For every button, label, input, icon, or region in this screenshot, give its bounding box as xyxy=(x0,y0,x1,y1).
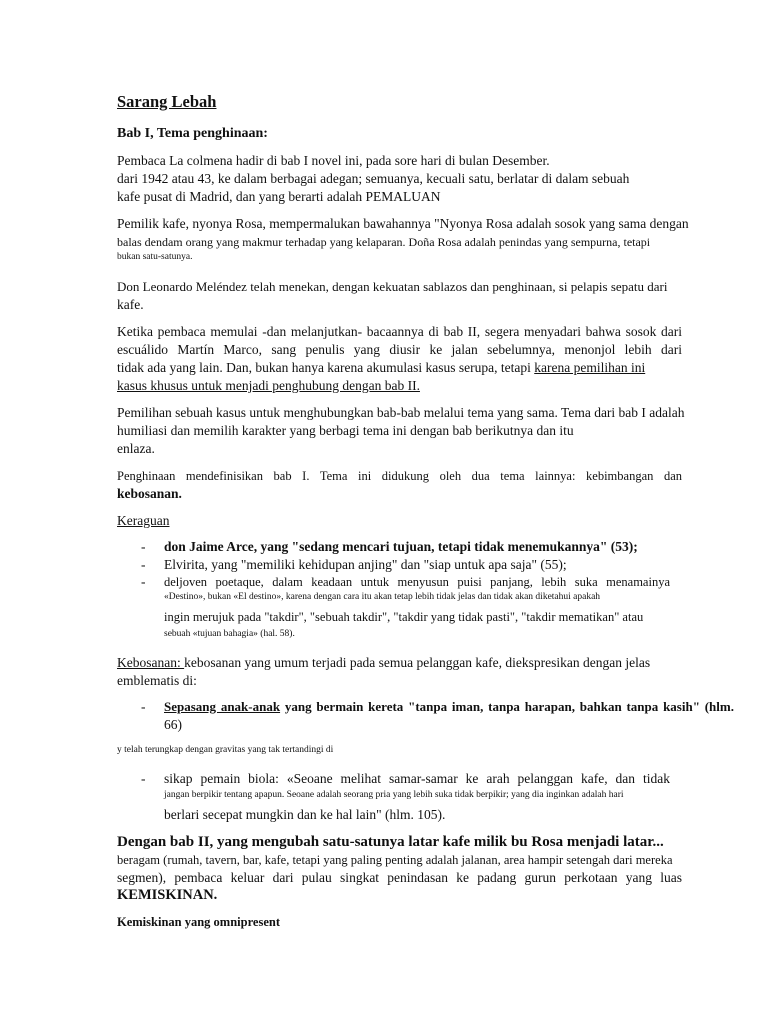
paragraph-1-line-3: kafe pusat di Madrid, dan yang berarti adalah PEMALUAN xyxy=(117,189,441,204)
bullet-dash: - xyxy=(141,539,146,554)
paragraph-6-line-1: Penghinaan mendefinisikan bab I. Tema ini didukung oleh dua tema lainnya: kebimbangan dan xyxy=(117,469,682,483)
kebosanan-line-2: emblematis di: xyxy=(117,673,197,688)
paragraph-4-line-3-text: tidak ada yang lain. Dan, bukan hanya karena akumulasi kasus serupa, tetapi xyxy=(117,360,535,375)
kebosanan-item-2-line-1: sikap pemain biola: «Seoane melihat samar-samar ke arah pelanggan kafe, dan tidak xyxy=(164,771,670,786)
small-note: y telah terungkap dengan gravitas yang tak tertandingi di xyxy=(117,745,334,755)
underlined-phrase: karena pemilihan ini xyxy=(534,360,646,375)
keraguan-item-3-line-1: deljoven poetaque, dalam keadaan untuk menyusun puisi panjang, lebih suka menamainya xyxy=(164,575,670,589)
kebosanan-line-1 xyxy=(117,655,650,671)
chapter-1-heading: Bab I, Tema penghinaan: xyxy=(117,126,268,141)
kebosanan-item-1 xyxy=(164,699,734,715)
paragraph-5-line-3: enlaza. xyxy=(117,441,155,456)
kebosanan-item-1-text: yang bermain kereta "tanpa iman, tanpa harapan, bahkan tanpa kasih" (hlm. xyxy=(280,699,734,714)
paragraph-4-line-3 xyxy=(117,360,645,376)
paragraph-5-line-2: humiliasi dan memilih karakter yang berbagi tema ini dengan bab berikutnya dan itu xyxy=(117,423,574,438)
paragraph-7-line-2: beragam (rumah, tavern, bar, kafe, tetapi yang paling penting adalah jalanan, area hampir setengah dari mereka xyxy=(117,853,673,867)
paragraph-1-line-2: dari 1942 atau 43, ke dalam berbagai adegan; semuanya, kecuali satu, berlatar di dalam sebuah xyxy=(117,171,630,186)
paragraph-2-line-3: bukan satu-satunya. xyxy=(117,252,193,262)
bullet-dash: - xyxy=(141,699,146,714)
paragraph-7-line-3: segmen), pembaca keluar dari pulau singkat penindasan ke padang gurun perkotaan yang luas xyxy=(117,870,682,885)
paragraph-2-line-1: Pemilik kafe, nyonya Rosa, mempermalukan bawahannya "Nyonya Rosa adalah sosok yang sama dengan xyxy=(117,216,689,231)
paragraph-7-line-4: KEMISKINAN. xyxy=(117,887,218,903)
keraguan-item-2: Elvirita, yang "memiliki kehidupan anjing" dan "siap untuk apa saja" (55); xyxy=(164,557,567,572)
keraguan-item-3-line-3: ingin merujuk pada "takdir", "sebuah takdir", "takdir yang tidak pasti", "takdir mematikan" atau xyxy=(164,610,644,624)
bullet-dash: - xyxy=(141,574,146,589)
paragraph-1-line-1: Pembaca La colmena hadir di bab I novel ini, pada sore hari di bulan Desember. xyxy=(117,153,550,168)
kebosanan-text: kebosanan yang umum terjadi pada semua pelanggan kafe, diekspresikan dengan jelas xyxy=(184,655,651,670)
final-heading: Kemiskinan yang omnipresent xyxy=(117,915,280,929)
paragraph-7-line-1: Dengan bab II, yang mengubah satu-satunya latar kafe milik bu Rosa menjadi latar... xyxy=(117,834,664,850)
bullet-dash: - xyxy=(141,557,146,572)
paragraph-5-line-1: Pemilihan sebuah kasus untuk menghubungkan bab-bab melalui tema yang sama. Tema dari bab I adalah xyxy=(117,405,685,420)
keraguan-heading: Keraguan xyxy=(117,513,170,528)
paragraph-4-line-1: Ketika pembaca memulai -dan melanjutkan- bacaannya di bab II, segera menyadari bahwa sosok dari xyxy=(117,324,682,339)
kebosanan-label: Kebosanan: xyxy=(117,655,185,670)
kebosanan-item-2-line-3: berlari secepat mungkin dan ke hal lain" (hlm. 105). xyxy=(164,807,446,822)
document-title: Sarang Lebah xyxy=(117,92,217,111)
keraguan-item-3-line-2: «Destino», bukan «El destino», karena dengan cara itu akan tetap lebih tidak jelas dan tidak akan diketahui apakah xyxy=(164,592,601,602)
paragraph-2-line-2: balas dendam orang yang makmur terhadap yang kelaparan. Doña Rosa adalah penindas yang sempurna, tetapi xyxy=(117,235,651,249)
kebosanan-item-2-line-2: jangan berpikir tentang apapun. Seoane adalah seorang pria yang lebih suka tidak berpikir; yang dia inginkan adalah hari xyxy=(164,790,624,800)
underlined-phrase: Sepasang anak-anak xyxy=(164,699,281,714)
paragraph-4-line-4: kasus khusus untuk menjadi penghubung dengan bab II. xyxy=(117,378,420,393)
paragraph-6-line-2: kebosanan. xyxy=(117,486,182,501)
keraguan-item-1: don Jaime Arce, yang "sedang mencari tujuan, tetapi tidak menemukannya" (53); xyxy=(164,539,638,554)
paragraph-3-line-1: Don Leonardo Meléndez telah menekan, dengan kekuatan sablazos dan penghinaan, si pelapis sepatu dari xyxy=(117,279,668,294)
kebosanan-item-1-page: 66) xyxy=(164,717,182,732)
keraguan-item-3-line-4: sebuah «tujuan bahagia» (hal. 58). xyxy=(164,629,295,639)
bullet-dash: - xyxy=(141,771,146,786)
paragraph-3-line-2: kafe. xyxy=(117,297,144,312)
paragraph-4-line-2: escuálido Martín Marco, sang penulis yang diusir ke jalan sebelumnya, menonjol lebih dari xyxy=(117,342,682,357)
